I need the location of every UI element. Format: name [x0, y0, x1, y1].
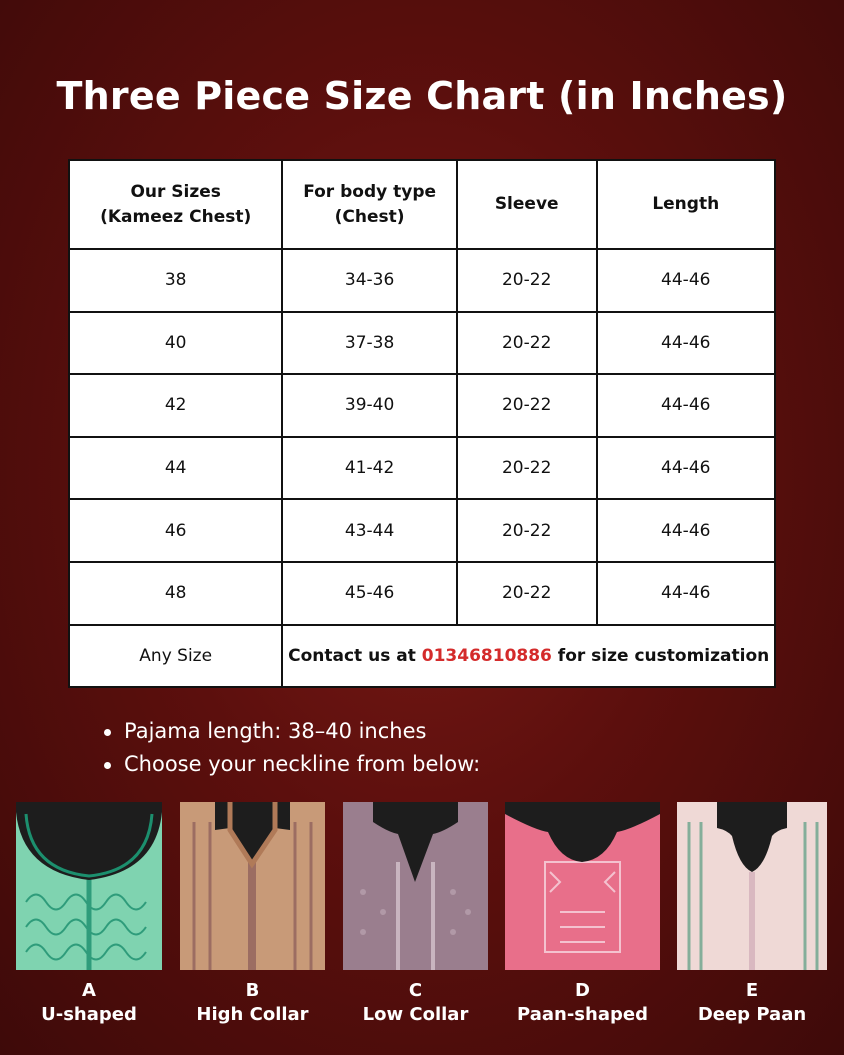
table-row: [69, 499, 775, 562]
header-body-type: [282, 160, 457, 249]
notes-list: [104, 715, 480, 781]
cell-size: 46: [69, 499, 282, 562]
cell-size: 42: [69, 374, 282, 437]
cell-sleeve: 20-22: [457, 312, 597, 375]
page-title: Three Piece Size Chart (in Inches): [56, 74, 788, 118]
cell-body-type: 43-44: [282, 499, 457, 562]
cell-length: 44-46: [597, 562, 775, 625]
neckline-a-illustration: [16, 802, 162, 970]
cell-body-type: 39-40: [282, 374, 457, 437]
cell-length: 44-46: [597, 437, 775, 500]
table-row: [69, 374, 775, 437]
cell-length: 44-46: [597, 312, 775, 375]
cell-sleeve: 20-22: [457, 437, 597, 500]
cell-body-type: 34-36: [282, 249, 457, 312]
neckline-c-illustration: [343, 802, 488, 970]
header-line: Sleeve: [494, 194, 559, 214]
contact-prefix: Contact us at: [288, 645, 422, 666]
neckline-letter: C: [408, 980, 423, 1001]
neckline-name: Paan-shaped: [517, 1004, 648, 1025]
table-row-any-size: [69, 625, 775, 688]
contact-suffix: for size customization: [551, 645, 770, 666]
neckline-b-illustration: [180, 802, 325, 970]
cell-size: Any Size: [69, 625, 282, 688]
table-row: [69, 437, 775, 500]
header-our-sizes: [69, 160, 282, 249]
cell-size: 38: [69, 249, 282, 312]
cell-sleeve: 20-22: [457, 374, 597, 437]
table-row: [69, 562, 775, 625]
neckline-letter: E: [745, 980, 759, 1001]
header-line: Length: [652, 194, 720, 214]
cell-body-type: 45-46: [282, 562, 457, 625]
size-chart-table: [68, 159, 776, 688]
neckline-letter: D: [575, 980, 590, 1001]
neckline-name: Low Collar: [362, 1004, 469, 1025]
header-length: [597, 160, 775, 249]
neckline-e-illustration: [677, 802, 827, 970]
neckline-name: Deep Paan: [697, 1004, 807, 1025]
header-line: (Kameez Chest): [100, 206, 252, 227]
cell-body-type: 41-42: [282, 437, 457, 500]
neckline-image-a[interactable]: [16, 802, 162, 974]
cell-length: 44-46: [597, 249, 775, 312]
cell-size: 48: [69, 562, 282, 625]
cell-length: 44-46: [597, 374, 775, 437]
header-sleeve: [457, 160, 597, 249]
neckline-name: High Collar: [196, 1004, 309, 1025]
cell-sleeve: 20-22: [457, 249, 597, 312]
cell-body-type: 37-38: [282, 312, 457, 375]
header-line: (Chest): [334, 206, 405, 227]
neckline-letter: A: [82, 980, 96, 1001]
neckline-image-c[interactable]: [343, 802, 488, 974]
cell-sleeve: 20-22: [457, 499, 597, 562]
neckline-d-illustration: [505, 802, 660, 970]
list-item: Choose your neckline from below:: [104, 748, 480, 781]
table-header-row: [69, 160, 775, 249]
neckline-image-b[interactable]: [180, 802, 325, 974]
neckline-name: U-shaped: [41, 1004, 137, 1025]
cell-size: 40: [69, 312, 282, 375]
neckline-image-e[interactable]: [677, 802, 827, 974]
table-row: [69, 312, 775, 375]
cell-length: 44-46: [597, 499, 775, 562]
contact-cell: [282, 625, 775, 688]
phone-number[interactable]: 01346810886: [421, 645, 552, 666]
header-line: Our Sizes: [130, 181, 221, 202]
cell-size: 44: [69, 437, 282, 500]
neckline-letter: B: [245, 980, 260, 1001]
neckline-image-d[interactable]: [505, 802, 660, 974]
cell-sleeve: 20-22: [457, 562, 597, 625]
header-line: For body type: [303, 181, 437, 202]
table-row: [69, 249, 775, 312]
list-item: Pajama length: 38–40 inches: [104, 715, 480, 748]
